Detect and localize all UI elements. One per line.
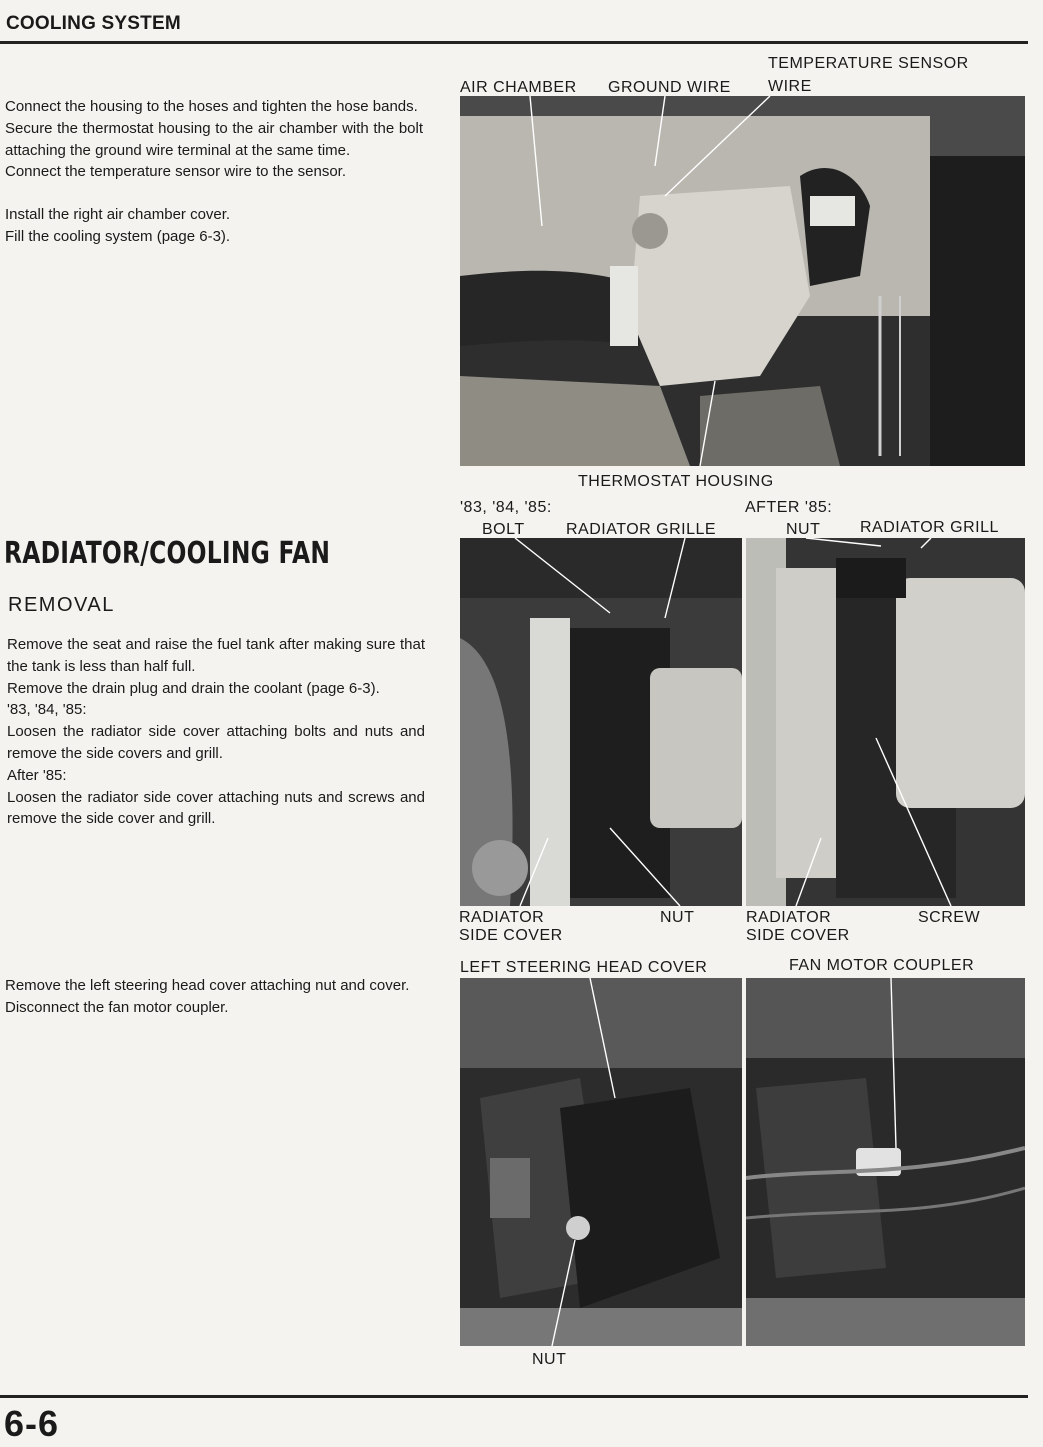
label-radiator-grill: RADIATOR GRILL — [860, 519, 999, 536]
removal-line: Loosen the radiator side cover attaching nuts and screws and remove the side cover and grill. — [7, 788, 425, 828]
label-fan-motor-coupler: FAN MOTOR COUPLER — [789, 957, 975, 974]
label-radiator-grille: RADIATOR GRILLE — [566, 521, 717, 538]
removal-line: After '85: — [7, 766, 67, 784]
footer-rule — [0, 1395, 1028, 1398]
label-bolt: BOLT — [482, 521, 525, 538]
fan-line: Remove the left steering head cover attaching nut and cover. — [5, 977, 410, 994]
label-nut-cover: NUT — [532, 1351, 567, 1368]
intro-line: Connect the housing to the hoses and tighten the hose bands. — [5, 98, 418, 115]
steering-head-cover-photo — [460, 978, 742, 1346]
label-temperature-sensor: TEMPERATURE SENSOR — [768, 55, 969, 72]
label-years-late: AFTER '85: — [745, 499, 833, 516]
label-radiator-side-cover-early-1: RADIATOR — [459, 909, 545, 926]
label-thermostat-housing: THERMOSTAT HOUSING — [578, 473, 774, 490]
section-title: RADIATOR/COOLING FAN — [4, 536, 331, 571]
label-temperature-sensor-wire: WIRE — [768, 78, 812, 95]
intro-line: Connect the temperature sensor wire to the sensor. — [5, 163, 347, 181]
removal-line: Remove the drain plug and drain the coolant (page 6-3). — [7, 679, 380, 697]
label-radiator-side-cover-late-1: RADIATOR — [746, 909, 832, 926]
intro-line: Fill the cooling system (page 6-3). — [5, 227, 231, 245]
label-nut-early: NUT — [660, 909, 695, 926]
label-ground-wire: GROUND WIRE — [608, 79, 731, 96]
fan-line: Disconnect the fan motor coupler. — [5, 998, 229, 1016]
label-radiator-side-cover-early-2: SIDE COVER — [459, 927, 563, 944]
removal-instructions — [7, 634, 425, 830]
label-years-early: '83, '84, '85: — [460, 499, 552, 516]
label-radiator-side-cover-late-2: SIDE COVER — [746, 927, 850, 944]
removal-line: Loosen the radiator side cover attaching bolts and nuts and remove the side covers and grill. — [7, 723, 425, 762]
intro-line: Secure the thermostat housing to the air chamber with the bolt attaching the ground wire terminal at the same time. — [5, 119, 423, 159]
intro-line: Install the right air chamber cover. — [5, 206, 231, 224]
radiator-late-photo — [746, 538, 1025, 906]
fan-motor-instructions — [5, 975, 423, 1019]
subsection-title: REMOVAL — [8, 594, 115, 616]
header-rule — [0, 41, 1028, 44]
page-number: 6-6 — [4, 1403, 60, 1444]
label-screw: SCREW — [918, 909, 981, 926]
label-nut-late: NUT — [786, 521, 821, 538]
removal-line: Remove the seat and raise the fuel tank after making sure that the tank is less than half full. — [7, 636, 425, 675]
intro-instructions — [5, 96, 423, 248]
label-air-chamber: AIR CHAMBER — [460, 79, 577, 96]
removal-line: '83, '84, '85: — [7, 701, 87, 719]
fan-motor-coupler-photo — [746, 978, 1025, 1346]
radiator-early-photo — [460, 538, 742, 906]
thermostat-housing-photo — [460, 96, 1025, 466]
label-left-steering-head-cover: LEFT STEERING HEAD COVER — [460, 959, 708, 976]
section-header: COOLING SYSTEM — [6, 13, 181, 34]
